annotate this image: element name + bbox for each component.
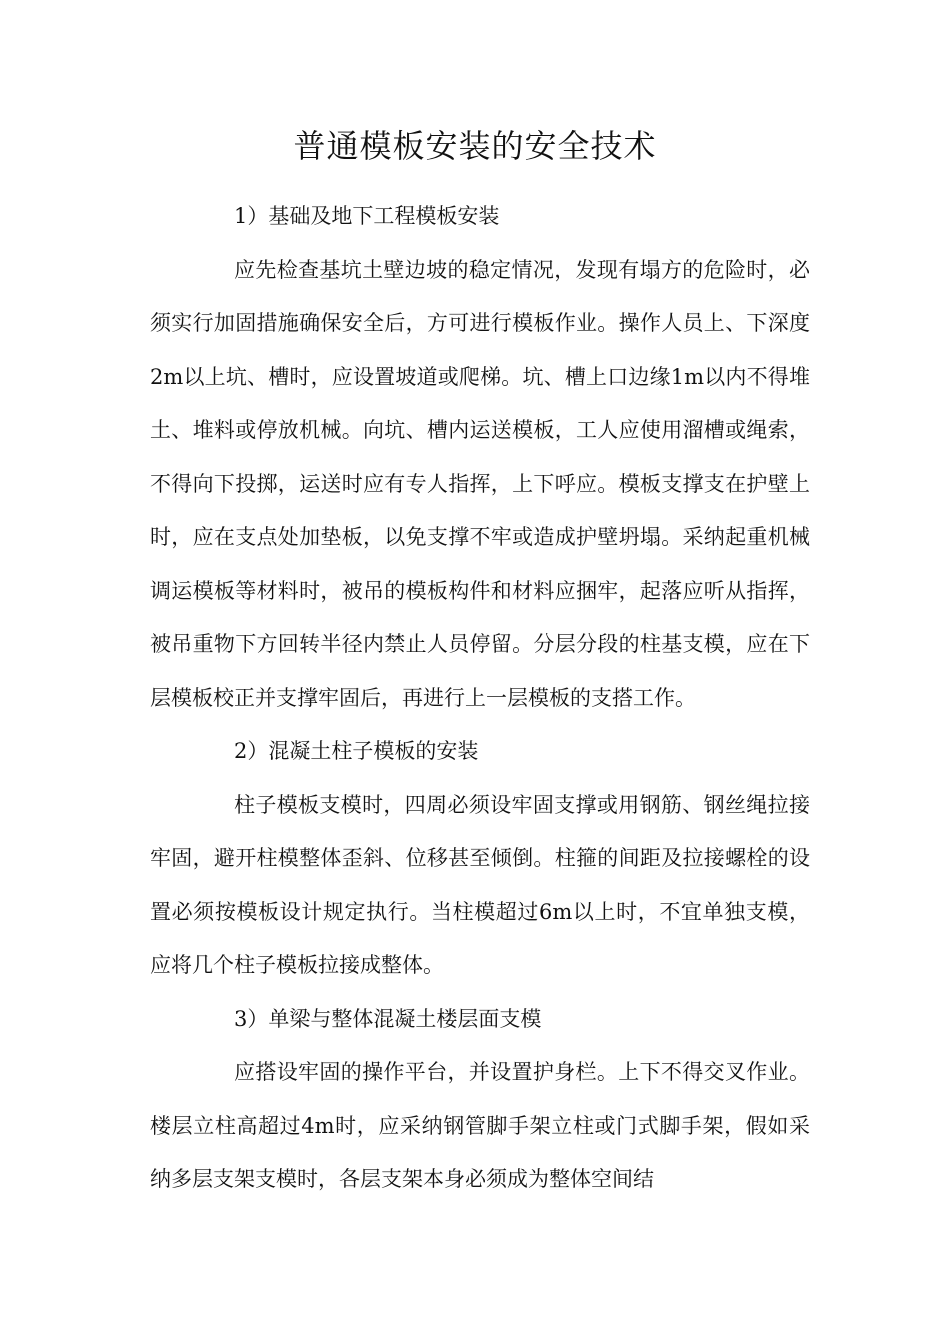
section-paragraph-3: 应搭设牢固的操作平台，并设置护身栏。上下不得交叉作业。楼层立柱高超过4m时，应采纳钢管脚手架立柱或门式脚手架，假如采纳多层支架支模时，各层支架本身必须成为整体空间结 [150,1060,810,1191]
section-heading-1: 1）基础及地下工程模板安装 [234,204,500,228]
document-body [150,190,810,1207]
section-heading-2: 2）混凝土柱子模板的安装 [234,739,479,763]
section-heading-3: 3）单梁与整体混凝土楼层面支模 [234,1006,542,1031]
section-paragraph-1: 应先检查基坑土壁边坡的稳定情况，发现有塌方的危险时，必须实行加固措施确保安全后，方可进行模板作业。操作人员上、下深度2m以上坑、槽时，应设置坡道或爬梯。坑、槽上口边缘1m以内不得堆土、堆料或停放机械。向坑、槽内运送模板，工人应使用溜槽或绳索，不得向下投掷，运送时应有专人指挥，上下呼应。模板支撑支在护壁上时，应在支点处加垫板，以免支撑不牢或造成护壁坍塌。采纳起重机械调运模板等材料时，被吊的模板构件和材料应捆牢，起落应听从指挥，被吊重物下方回转半径内禁止人员停留。分层分段的柱基支模，应在下层模板校正并支撑牢固后，再进行上一层模板的支搭工作。 [150,257,810,710]
section-paragraph-2: 柱子模板支模时，四周必须设牢固支撑或用钢筋、钢丝绳拉接牢固，避开柱模整体歪斜、位移甚至倾倒。柱箍的间距及拉接螺栓的设置必须按模板设计规定执行。当柱模超过6m以上时，不宜单独支模，应将几个柱子模板拉接成整体。 [150,792,810,977]
document-title: 普通模板安装的安全技术 [293,127,657,165]
